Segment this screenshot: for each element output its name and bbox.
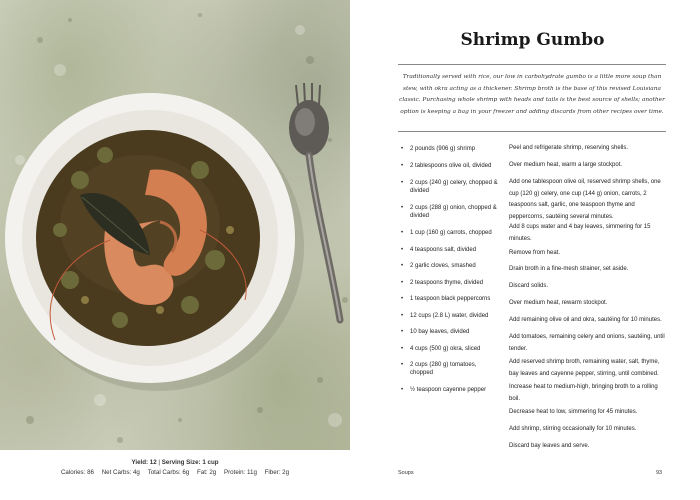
recipe-title: Shrimp Gumbo [460, 30, 605, 50]
nutrition-total-carbs: Total Carbs: 6g [147, 469, 190, 476]
recipe-caption [0, 458, 350, 478]
ingredient-item: • 2 garlic cloves, smashed [400, 262, 500, 270]
instruction-step: Discard bay leaves and serve. [509, 443, 590, 449]
instruction-step: Add remaining olive oil and okra, sautéing for 10 minutes. [509, 317, 662, 323]
ingredient-item: • 2 teaspoons thyme, divided [400, 279, 500, 287]
nutrition-fat: Fat: 2g [196, 469, 217, 476]
nutrition-fiber: Fiber: 2g [264, 469, 290, 476]
ingredient-item: • 2 cups (240 g) celery, chopped & divided [400, 179, 500, 196]
ingredient-item: • 4 cups (500 g) okra, sliced [400, 345, 500, 353]
ingredient-item: • 4 teaspoons salt, divided [400, 246, 500, 254]
instruction-step: Decrease heat to low, simmering for 45 minutes. [509, 409, 638, 415]
instruction-step: Add reserved shrimp broth, remaining water, salt, thyme, bay leaves and cayenne pepper, stirring, until combined. [509, 359, 660, 377]
caption-separator: | [158, 459, 161, 466]
footer-section-name: Soups [398, 470, 414, 476]
nutrition-net-carbs: Net Carbs: 4g [101, 469, 140, 476]
yield-text: Yield: 12 [131, 459, 157, 466]
ingredient-item: • ½ teaspoon cayenne pepper [400, 386, 500, 394]
page-number: 93 [656, 470, 663, 476]
serving-size-text: Serving Size: 1 cup [161, 459, 219, 466]
nutrition-calories: Calories: 86 [60, 469, 94, 476]
ingredient-item: • 2 pounds (906 g) shrimp [400, 145, 500, 153]
instruction-step: Discard solids. [509, 283, 549, 289]
recipe-photo [0, 0, 350, 450]
ingredient-item: • 2 cups (288 g) onion, chopped & divided [400, 204, 500, 221]
nutrition-protein: Protein: 11g [223, 469, 257, 476]
ingredient-item: • 1 teaspoon black peppercorns [400, 295, 500, 303]
instruction-step: Drain broth in a fine-mesh strainer, set aside. [509, 266, 629, 272]
ingredient-item: • 2 tablespoons olive oil, divided [400, 162, 500, 170]
nutrition-line [0, 468, 350, 478]
recipe-intro: Traditionally served with rice, our low in carbohydrate gumbo is a little more soup than stew, with okra acting as a thickener. Shrimp broth is the base of this revised Louisiana classic. Purchasing whole shrimp with heads and tails is the best source of shells; another option is keeping a bag in your freezer and adding discards from other recipes over time. [399, 74, 665, 115]
ingredient-item: • 12 cups (2.8 L) water, divided [400, 312, 500, 320]
ingredient-item: • 2 cups (280 g) tomatoes, chopped [400, 361, 500, 378]
ingredient-item: • 1 cup (160 g) carrots, chopped [400, 229, 500, 237]
instruction-step: Over medium heat, warm a large stockpot. [509, 162, 623, 168]
instruction-step: Increase heat to medium-high, bringing broth to a rolling boil. [509, 384, 658, 402]
bottom-divider [398, 131, 666, 132]
gumbo-bowl-illustration [0, 0, 350, 450]
instruction-step: Remove from heat. [509, 250, 561, 256]
instruction-step: Add shrimp, stirring occasionally for 10 minutes. [509, 426, 637, 432]
yield-line [0, 458, 350, 468]
instruction-step: Over medium heat, rewarm stockpot. [509, 300, 608, 306]
instruction-step: Add 8 cups water and 4 bay leaves, simmering for 15 minutes. [509, 224, 651, 242]
top-divider [398, 64, 666, 65]
instruction-step: Add one tablespoon olive oil, reserved shrimp shells, one cup (120 g) celery, one cup (144 g) onion, carrots, 2 teaspoons salt, garlic, one teaspoon thyme and peppercorns, sautéing several minutes. [509, 179, 661, 220]
instruction-step: Peel and refrigerate shrimp, reserving shells. [509, 145, 629, 151]
ingredient-item: • 10 bay leaves, divided [400, 328, 500, 336]
instruction-step: Add tomatoes, remaining celery and onions, sautéing, until tender. [509, 334, 665, 352]
